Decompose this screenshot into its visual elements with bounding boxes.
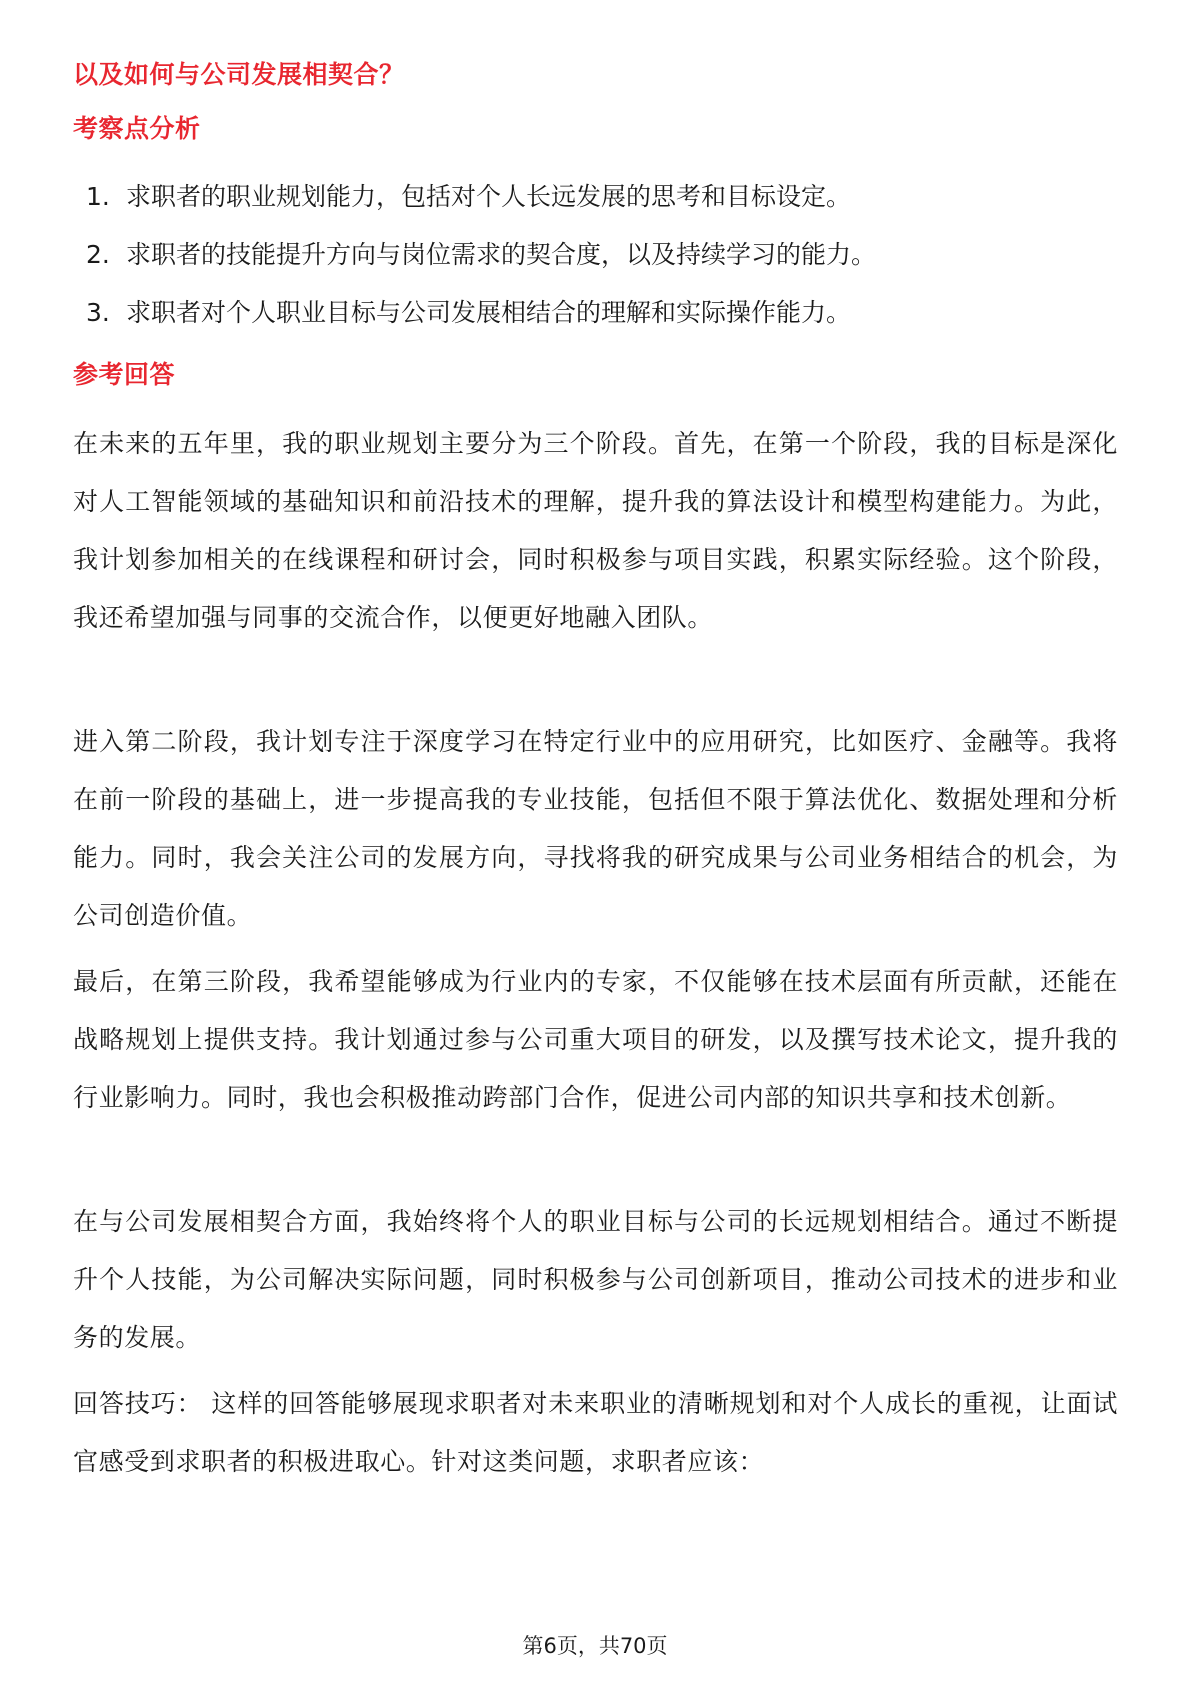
page-footer: 第6页，共70页 [522,1634,668,1658]
answer-paragraph-4: 在与公司发展相契合方面，我始终将个人的职业目标与公司的长远规划相结合。通过不断提升个人技能，为公司解决实际问题，同时积极参与公司创新项目，推动公司技术的进步和业务的发展。 [73,1207,1118,1352]
analysis-list [86,180,876,354]
question-heading: 以及如何与公司发展相契合？ [73,60,405,89]
answer-paragraph-2: 进入第二阶段，我计划专注于深度学习在特定行业中的应用研究，比如医疗、金融等。我将在前一阶段的基础上，进一步提高我的专业技能，包括但不限于算法优化、数据处理和分析能力。同时，我会关注公司的发展方向，寻找将我的研究成果与公司业务相结合的机会，为公司创造价值。 [73,727,1118,930]
answer-heading: 参考回答 [73,360,176,389]
list-item [86,238,876,296]
list-item-text: 求职者对个人职业目标与公司发展相结合的理解和实际操作能力。 [126,298,852,327]
answer-paragraph-3: 最后，在第三阶段，我希望能够成为行业内的专家，不仅能够在技术层面有所贡献，还能在战略规划上提供支持。我计划通过参与公司重大项目的研发，以及撰写技术论文，提升我的行业影响力。同时，我也会积极推动跨部门合作，促进公司内部的知识共享和技术创新。 [73,967,1118,1112]
list-item-number: 1. [86,182,110,211]
analysis-heading: 考察点分析 [73,114,201,143]
answer-paragraph-1: 在未来的五年里，我的职业规划主要分为三个阶段。首先，在第一个阶段，我的目标是深化对人工智能领域的基础知识和前沿技术的理解，提升我的算法设计和模型构建能力。为此，我计划参加相关的在线课程和研讨会，同时积极参与项目实践，积累实际经验。这个阶段，我还希望加强与同事的交流合作，以便更好地融入团队。 [73,429,1118,632]
list-item-text: 求职者的职业规划能力，包括对个人长远发展的思考和目标设定。 [126,182,852,211]
list-item-text: 求职者的技能提升方向与岗位需求的契合度，以及持续学习的能力。 [126,240,877,269]
list-item-number: 2. [86,240,110,269]
list-item [86,180,876,238]
list-item [86,296,876,354]
answer-tips-paragraph: 回答技巧： 这样的回答能够展现求职者对未来职业的清晰规划和对个人成长的重视，让面试官感受到求职者的积极进取心。针对这类问题，求职者应该： [73,1389,1118,1476]
list-item-number: 3. [86,298,110,327]
